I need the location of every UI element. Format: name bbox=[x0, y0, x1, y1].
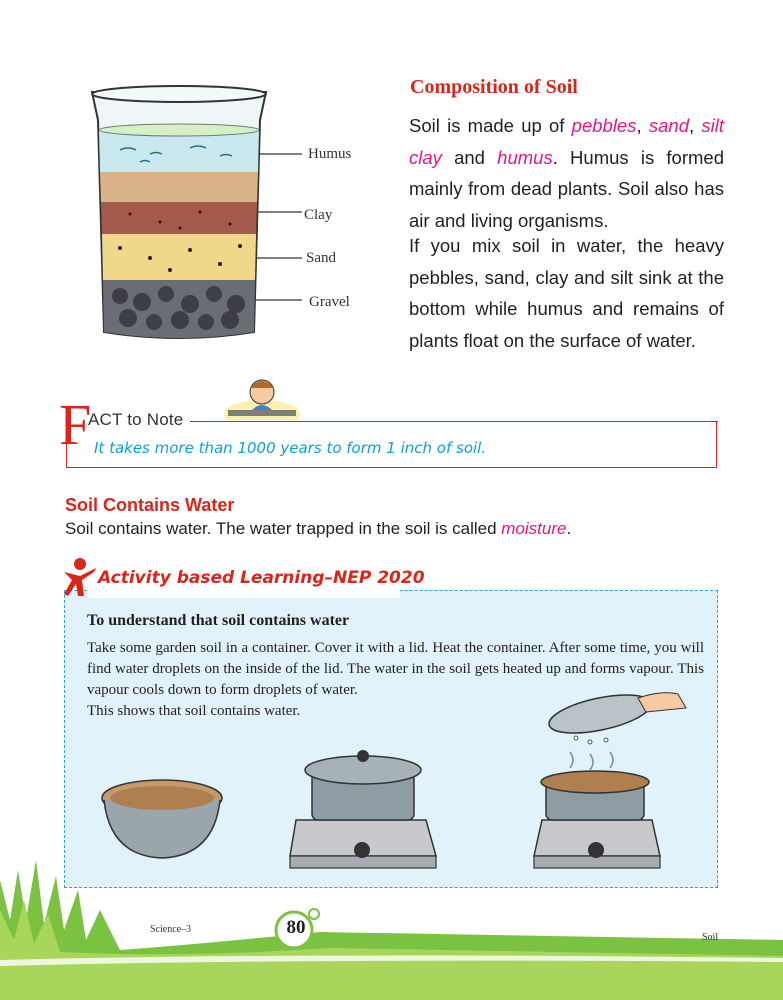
p1-rest: . Humus is formed mainly from dead plants. Soil also has air and living organisms. bbox=[409, 146, 724, 231]
p1-text: Soil is made up of bbox=[409, 115, 572, 136]
footer-chapter-name: Soil bbox=[702, 932, 719, 943]
term-moisture: moisture bbox=[501, 519, 567, 538]
term-humus: humus bbox=[497, 146, 553, 168]
term-clay: clay bbox=[409, 146, 442, 168]
soil-water-text-start: Soil contains water. The water trapped in the soil is called bbox=[65, 519, 502, 538]
term-silt: silt bbox=[701, 115, 725, 136]
fact-text: It takes more than 1000 years to form 1 inch of soil. bbox=[94, 439, 487, 457]
composition-title: Composition of Soil bbox=[410, 76, 578, 98]
p1-and: and bbox=[441, 146, 498, 168]
diagram-label-sand: Sand bbox=[306, 250, 336, 266]
diagram-label-humus: Humus bbox=[308, 146, 352, 162]
activity-subtitle: To understand that soil contains water bbox=[87, 612, 350, 629]
fact-title: ACT to Note bbox=[88, 410, 184, 429]
thinking-boy-illustration bbox=[224, 374, 300, 420]
p1-comma: , bbox=[689, 115, 702, 136]
page-number: 80 bbox=[286, 917, 306, 938]
composition-paragraph-1 bbox=[409, 110, 724, 236]
activity-person-icon bbox=[60, 556, 100, 598]
composition-paragraph-2: If you mix soil in water, the heavy pebbles, sand, clay and silt sink at the bottom while humus and remains of plants float on the surface of water. bbox=[409, 235, 724, 351]
fact-initial-letter: F bbox=[59, 392, 92, 457]
fact-box-top-rule bbox=[190, 421, 718, 422]
p1-comma: , bbox=[636, 115, 649, 136]
term-pebbles: pebbles bbox=[571, 115, 637, 136]
diagram-label-gravel: Gravel bbox=[309, 294, 350, 310]
diagram-label-clay: Clay bbox=[304, 207, 333, 223]
grass-decoration bbox=[0, 840, 783, 1000]
activity-paragraph-2: This shows that soil contains water. bbox=[87, 703, 301, 719]
activity-header: Activity based Learning–NEP 2020 bbox=[98, 568, 425, 588]
soil-water-text bbox=[65, 519, 571, 539]
soil-water-text-end: . bbox=[566, 519, 572, 538]
footer-book-name: Science–3 bbox=[150, 924, 192, 935]
activity-paragraph-1: Take some garden soil in a container. Cover it with a lid. Heat the container. After some time, you will find water droplets on the inside of the lid. The water in the soil gets heated up and forms vapour. This vapour cools down to form droplets of water. bbox=[87, 640, 704, 698]
soil-water-title: Soil Contains Water bbox=[65, 495, 235, 515]
term-sand: sand bbox=[648, 115, 689, 136]
